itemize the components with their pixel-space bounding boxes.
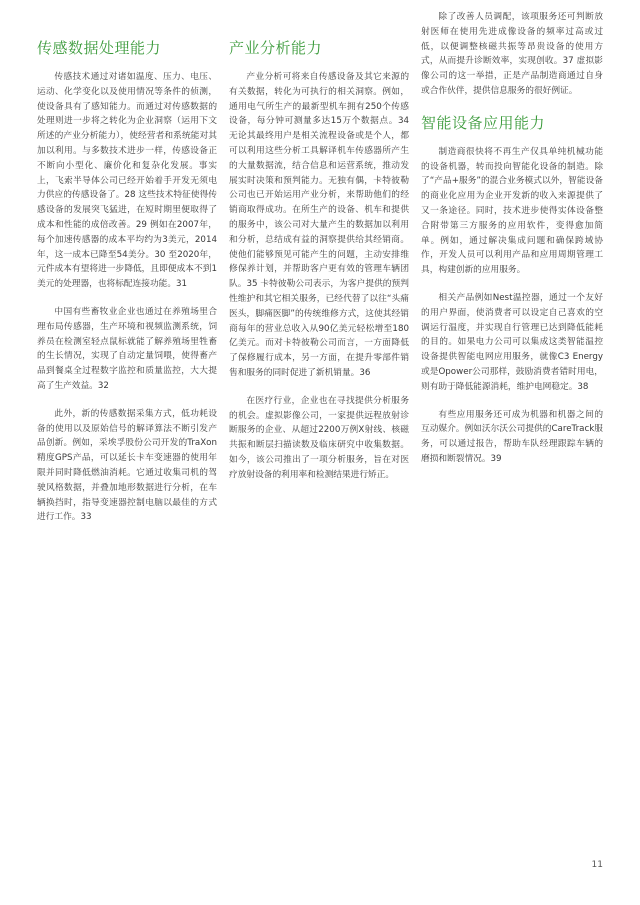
paragraph: 传感技术通过对诸如温度、压力、电压、运动、化学变化以及使用情况等条件的侦测，使设备具有了感知能力。而通过对传感数据的处理则进一步将之转化为企业洞察（运用下文所述的产业分析能力），使经营者和系统能对其加以利用。与多数技术进步一样，传感设备正不断向小型化、廉价化和复杂化发展。事实上，飞索半导体公司已经开始着手开发无须电力供应的传感设备了。28 这些技术特征使得传感设备的发展突飞猛进，在短时期里便取得了成本和性能的成倍改善。29 例如在2007年，每个加速传感器的成本平均约为3美元，2014年，这一成本已降至54美分。30 至2020年，元件成本有望将进一步降低，且即便成本不到1美元的处理器，也将标配连接功能。31 — [37, 72, 217, 290]
paragraph: 有些应用服务还可成为机器和机器之间的互动媒介。例如沃尔沃公司提供的CareTrack服务，可以通过报告，帮助车队经理跟踪车辆的磨损和断裂情况。39 — [421, 409, 603, 464]
heading-sensor-data: 传感数据处理能力 — [37, 39, 162, 57]
paragraph: 除了改善人员调配，该项服务还可判断放射医师在使用先进成像设备的频率过高或过低，以便调整核磁共振等昂贵设备的使用方式，从而提升诊断效率，实现创收。37 虚拟影像公司的这一举措，正是产品制造商通过自身或合作伙伴，提供信息服务的很好例证。 — [421, 12, 603, 96]
page-number: 11 — [591, 860, 603, 870]
heading-industry-analytics: 产业分析能力 — [229, 39, 323, 57]
column-3 — [421, 10, 603, 467]
paragraph: 相关产品例如Nest温控器，通过一个友好的用户界面，使消费者可以设定自己喜欢的空调运行温度，并实现自行管理已达到降低能耗的目的。如果电力公司可以集成这类智能温控设备提供智能电网应用服务，就像C3 Energy或是Opower公司那样，鼓励消费者错时用电，则有助于降低能源消耗，维护电网稳定。38 — [421, 292, 603, 392]
paragraph: 在医疗行业，企业也在寻找提供分析服务的机会。虚拟影像公司，一家提供远程放射诊断服务的企业、从超过2200万例X射线、核磁共振和断层扫描读数及临床研究中收集数据。如今，该公司推出了一项分析服务，旨在对医疗放射设备的利用率和检测结果进行矫正。 — [229, 395, 409, 480]
column-2 — [229, 38, 409, 483]
paragraph: 产业分析可将来自传感设备及其它来源的有关数据，转化为可执行的相关洞察。例如，通用电气所生产的最新型机车拥有250个传感设备，每分钟可测量多达15万个数据点。34 无论其最终用户是相关流程设备或是个人，都可以利用这些分析工具解译机车传感器所产生的大量数据流，结合信息和运营系统，推动发展实时决策和预判能力。无独有偶，卡特彼勒公司也已开始运用产业分析，来帮助他们的经销商取得成功。在所生产的设备、机车和提供的服务中，该公司对大量产生的数据加以利用和分析，总结成有益的洞察提供给其经销商。使他们能够预见可能产生的问题，主动安排维修保养计划，并帮助客户更有效的管理车辆团队。35 卡特彼勒公司表示，为客户提供的预判性维护和其它相关服务，已经代替了以往“头痛医头，脚痛医脚”的传统维修方式，这使其经销商每年的营业总收入从90亿美元轻松增至180亿美元。而对卡特彼勒公司而言，一方面降低了保修履行成本，另一方面，在提升零部件销售和服务的同时促进了新机销量。36 — [229, 72, 409, 378]
column-1 — [37, 38, 217, 525]
heading-smart-devices: 智能设备应用能力 — [421, 113, 546, 132]
paragraph: 制造商很快将不再生产仅具单纯机械功能的设备机器，转而投向智能化设备的制造。除了“产品+服务”的混合业务模式以外，智能设备的商业化应用为企业开发新的收入来源提供了又一条途径。同时，技术进步使得实体设备整合附带第三方服务的应用软件，变得愈加简单。例如，通过解决集成问题和确保跨域协作，开发人员可以利用产品和应用周期管理工具，构建创新的应用服务。 — [421, 146, 603, 276]
paragraph: 中国有些畜牧业企业也通过在养殖场里合理布局传感器，生产环境和视频监测系统，饲养员在检测室轻点鼠标就能了解养殖场里牲畜的生长情况，实现了自动定量饲喂，使得畜产品到餐桌全过程数字监控和质量监控，大大提高了生产效益。32 — [37, 306, 217, 391]
paragraph: 此外，新的传感数据采集方式，低功耗设备的使用以及原始信号的解译算法不断引发产品创新。例如，采埃孚股份公司开发的TraXon精度GPS产品，可以延长卡车变速器的使用年限并同时降低燃油消耗。它通过收集司机的驾驶风格数据，并叠加地形数据进行分析，在车辆换挡时，指导变速器控制电脑以最佳的方式进行工作。33 — [37, 408, 217, 523]
